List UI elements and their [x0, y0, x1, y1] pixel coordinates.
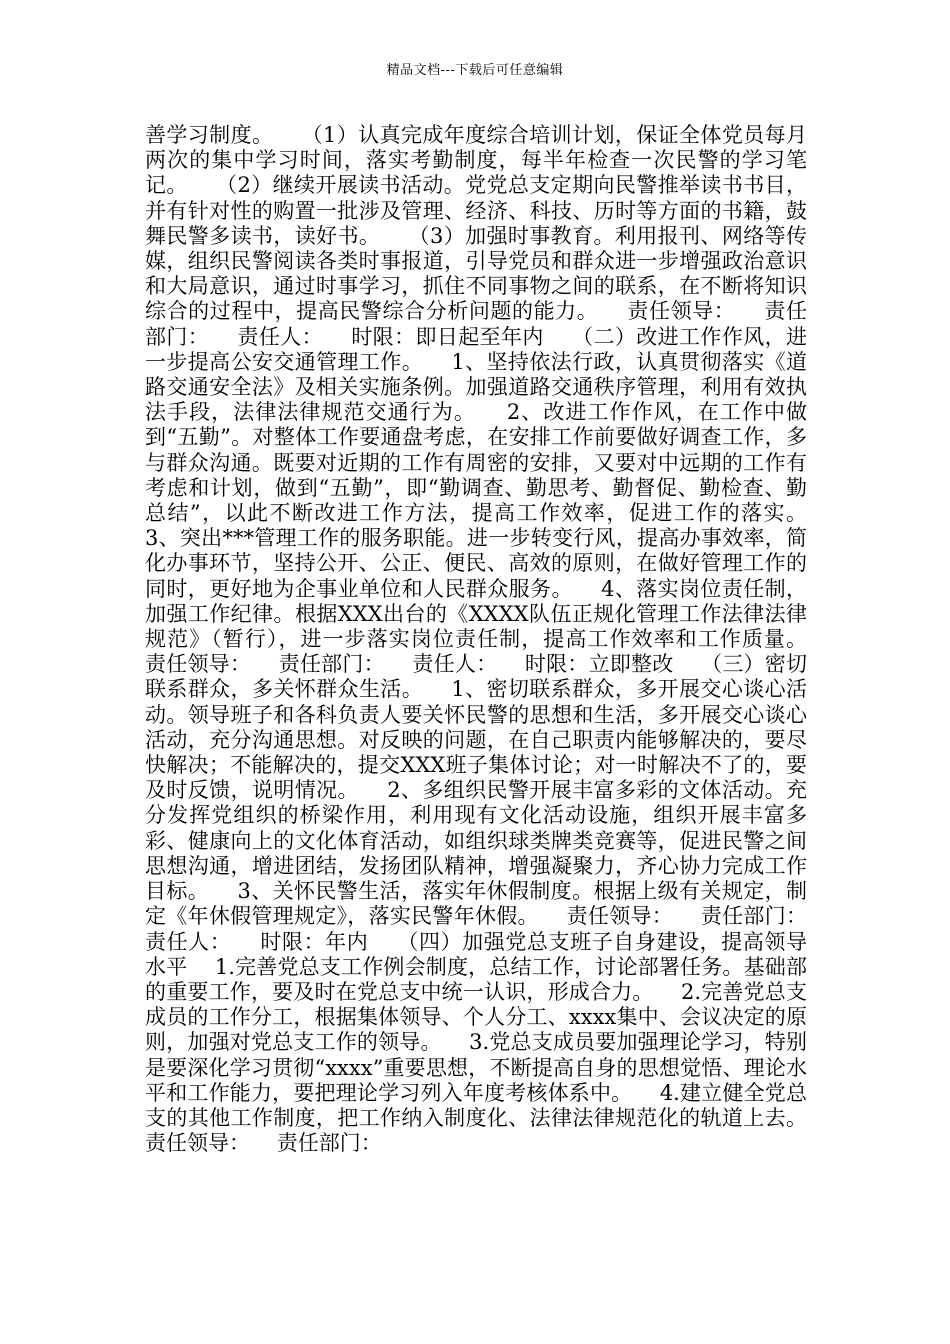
body-paragraph: 善学习制度。 （1）认真完成年度综合培训计划，保证全体党员每月两次的集中学习时间，落实考勤制度，每半年检查一次民警的学习笔记。 （2）继续开展读书活动。党党总支定期向民警推举读书书目，并有针对性的购置一批涉及管理、经济、科技、历时等方面的书籍，鼓舞民警多读书，读好书。 （3）加强时事教育。利用报刊、网络等传媒，组织民警阅读各类时事报道，引导党员和群众进一步增强政治意识和大局意识，通过时事学习，抓住不同事物之间的联系，在不断将知识综合的过程中，提高民警综合分析问题的能力。 责任领导： 责任部门： 责任人： 时限：即日起至年内 （二）改进工作作风，进一步提高公安交通管理工作。 1、坚持依法行政，认真贯彻落实《道路交通安全法》及相关实施条例。加强道路交通秩序管理，利用有效执法手段，法律法律规范交通行为。 2、改进工作作风，在工作中做到“五勤”。对整体工作要通盘考虑，在安排工作前要做好调查工作，多与群众沟通。既要对近期的工作有周密的安排，又要对中远期的工作有考虑和计划，做到“五勤”，即“勤调查、勤思考、勤督促、勤检查、勤总结”，以此不断改进工作方法，提高工作效率，促进工作的落实。 3、突出***管理工作的服务职能。进一步转变行风，提高办事效率，简化办事环节，坚持公开、公正、便民、高效的原则，在做好管理工作的同时，更好地为企事业单位和人民群众服务。 4、落实岗位责任制，加强工作纪律。根据XXX出台的《XXXX队伍正规化管理工作法律法律规范》（暂行），进一步落实岗位责任制，提高工作效率和工作质量。 责任领导： 责任部门： 责任人： 时限：立即整改 （三）密切联系群众，多关怀群众生活。 1、密切联系群众，多开展交心谈心活动。领导班子和各科负责人要关怀民警的思想和生活，多开展交心谈心活动，充分沟通思想。对反映的问题，在自己职责内能够解决的，要尽快解决；不能解决的，提交XXX班子集体讨论；对一时解决不了的，要及时反馈，说明情况。 2、多组织民警开展丰富多彩的文体活动。充分发挥党组织的桥梁作用，利用现有文化活动设施，组织开展丰富多彩、健康向上的文化体育活动，如组织球类牌类竞赛等，促进民警之间思想沟通，增进团结，发扬团队精神，增强凝聚力，齐心协力完成工作目标。 3、关怀民警生活，落实年休假制度。根据上级有关规定，制定《年休假管理规定》，落实民警年休假。 责任领导： 责任部门： 责任人： 时限：年内 （四）加强党总支班子自身建设，提高领导水平 1.完善党总支工作例会制度，总结工作，讨论部署任务。基础部的重要工作，要及时在党总支中统一认识，形成合力。 2.完善党总支成员的工作分工，根据集体领导、个人分工、xxxx集中、会议决定的原则，加强对党总支工作的领导。 3.党总支成员要加强理论学习，特别是要深化学习贯彻“xxxx”重要思想，不断提高自身的思想觉悟、理论水平和工作能力，要把理论学习列入年度考核体系中。 4.建立健全党总支的其他工作制度，把工作纳入制度化、法律法律规范化的轨道上去。 责任领导： 责任部门： [145, 123, 834, 1156]
page-header: 精品文档---下载后可任意编辑 [386, 63, 564, 78]
document-body [145, 123, 834, 1156]
